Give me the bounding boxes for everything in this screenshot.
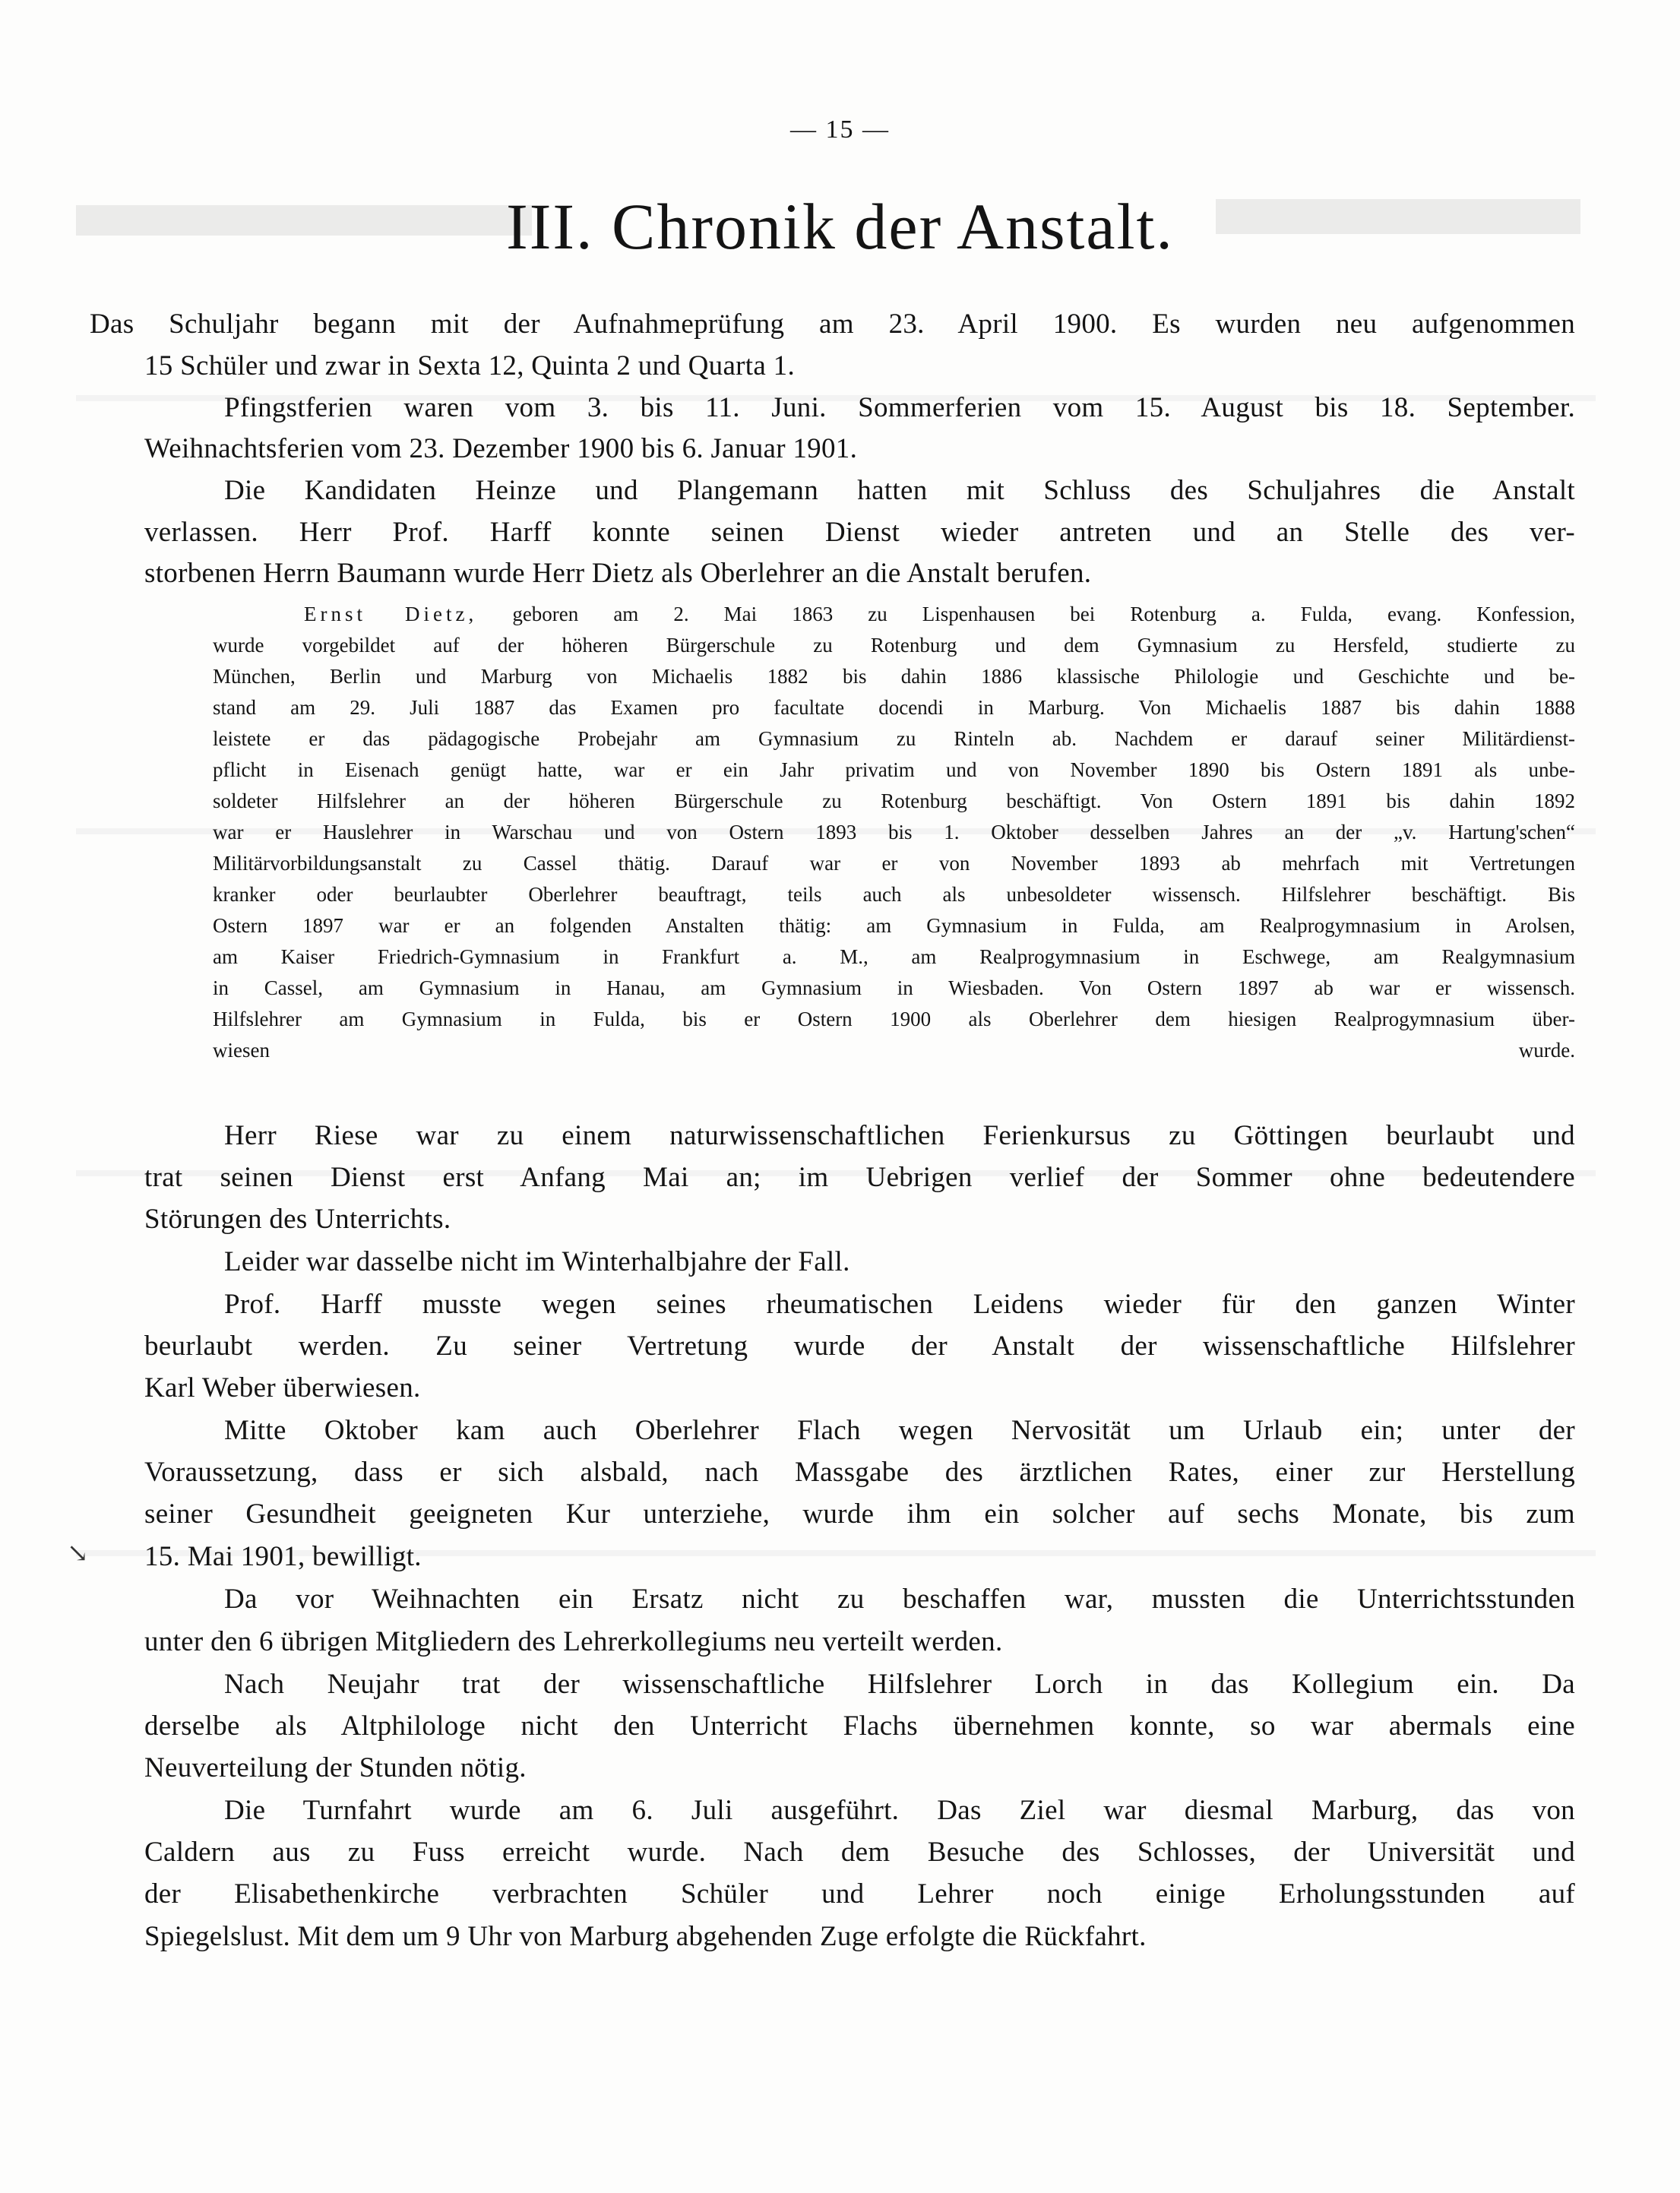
text-line: Prof. Harff musste wegen seines rheumatischen Leidens wieder für den ganzen Winter xyxy=(224,1289,1575,1320)
biography-line: wurde vorgebildet auf der höheren Bürgerschule zu Rotenburg und dem Gymnasium zu Hersfeld, studierte zu xyxy=(213,634,1575,657)
text-line: Die Turnfahrt wurde am 6. Juli ausgeführt. Das Ziel war diesmal Marburg, das von xyxy=(224,1795,1575,1826)
biography-text: geboren am 2. Mai 1863 zu Lispenhausen bei Rotenburg a. Fulda, evang. Konfession, xyxy=(477,603,1575,625)
text-line: Störungen des Unterrichts. xyxy=(144,1204,451,1235)
biography-line: München, Berlin und Marburg von Michaelis 1882 bis dahin 1886 klassische Philologie und Geschichte und be- xyxy=(213,665,1575,688)
biography-line: Militärvorbildungsanstalt zu Cassel thätig. Darauf war er von November 1893 ab mehrfach mit Vertretungen xyxy=(213,852,1575,875)
text-line: Spiegelslust. Mit dem um 9 Uhr von Marburg abgehenden Zuge erfolgte die Rückfahrt. xyxy=(144,1921,1147,1952)
text-line: Leider war dasselbe nicht im Winterhalbjahre der Fall. xyxy=(224,1246,850,1277)
page-title: III. Chronik der Anstalt. xyxy=(506,190,1174,263)
text-line: verlassen. Herr Prof. Harff konnte seinen Dienst wieder antreten und an Stelle des ver- xyxy=(144,517,1575,548)
biography-line: stand am 29. Juli 1887 das Examen pro facultate docendi in Marburg. Von Michaelis 1887 bis dahin 1888 xyxy=(213,696,1575,719)
biography-line xyxy=(304,600,1575,628)
text-line: storbenen Herrn Baumann wurde Herr Dietz als Oberlehrer an die Anstalt berufen. xyxy=(144,558,1092,589)
biography-name: Ernst Dietz, xyxy=(304,603,478,625)
biography-line xyxy=(213,1067,1575,1096)
margin-arrow-icon: ↘ xyxy=(67,1540,89,1568)
text-line: beurlaubt werden. Zu seiner Vertretung wurde der Anstalt der wissenschaftliche Hilfslehrer xyxy=(144,1331,1575,1362)
biography-line: Ostern 1897 war er an folgenden Anstalten thätig: am Gymnasium in Fulda, am Realprogymnasium in Arolsen, xyxy=(213,914,1575,937)
biography-line: am Kaiser Friedrich-Gymnasium in Frankfurt a. M., am Realprogymnasium in Eschwege, am Realgymnasium xyxy=(213,945,1575,968)
text-line: unter den 6 übrigen Mitgliedern des Lehrerkollegiums neu verteilt werden. xyxy=(144,1626,1003,1657)
text-line: der Elisabethenkirche verbrachten Schüler und Lehrer noch einige Erholungsstunden auf xyxy=(144,1878,1575,1910)
biography-line: in Cassel, am Gymnasium in Hanau, am Gymnasium in Wiesbaden. Von Ostern 1897 ab war er wissensch. xyxy=(213,976,1575,999)
text-line: Weihnachtsferien vom 23. Dezember 1900 bis 6. Januar 1901. xyxy=(144,433,858,464)
biography-line: kranker oder beurlaubter Oberlehrer beauftragt, teils auch als unbesoldeter wissensch. Hilfslehrer beschäftigt. Bis xyxy=(213,883,1575,906)
text-line: trat seinen Dienst erst Anfang Mai an; im Uebrigen verlief der Sommer ohne bedeutendere xyxy=(144,1162,1575,1193)
page-number: — 15 — xyxy=(790,116,890,144)
text-line: 15. Mai 1901, bewilligt. xyxy=(144,1541,422,1572)
text-line: Caldern aus zu Fuss erreicht wurde. Nach dem Besuche des Schlosses, der Universität und xyxy=(144,1837,1575,1868)
biography-line: pflicht in Eisenach genügt hatte, war er ein Jahr privatim und von November 1890 bis Ostern 1891 als unbe- xyxy=(213,758,1575,781)
text-line: derselbe als Altphilologe nicht den Unterricht Flachs übernehmen konnte, so war abermals eine xyxy=(144,1710,1575,1742)
text-line: Voraussetzung, dass er sich alsbald, nach Massgabe des ärztlichen Rates, einer zur Herstellung xyxy=(144,1457,1575,1488)
text-line: Karl Weber überwiesen. xyxy=(144,1372,421,1403)
text-line: Neuverteilung der Stunden nötig. xyxy=(144,1752,527,1783)
biography-line: leistete er das pädagogische Probejahr am Gymnasium zu Rinteln ab. Nachdem er darauf seiner Militärdienst- xyxy=(213,727,1575,750)
text-line: Da vor Weihnachten ein Ersatz nicht zu beschaffen war, mussten die Unterrichtsstunden xyxy=(224,1584,1575,1615)
biography-line: wiesen wurde. xyxy=(213,1039,1575,1062)
text-line: seiner Gesundheit geeigneten Kur unterziehe, wurde ihm ein solcher auf sechs Monate, bis zum xyxy=(144,1498,1575,1530)
biography-line: war er Hauslehrer in Warschau und von Ostern 1893 bis 1. Oktober desselben Jahres an der „v. Hartung'schen“ xyxy=(213,821,1575,843)
text-line: Pfingstferien waren vom 3. bis 11. Juni. Sommerferien vom 15. August bis 18. September. xyxy=(224,392,1575,423)
text-line: Mitte Oktober kam auch Oberlehrer Flach wegen Nervosität um Urlaub ein; unter der xyxy=(224,1415,1575,1446)
text-line: Herr Riese war zu einem naturwissenschaftlichen Ferienkursus zu Göttingen beurlaubt und xyxy=(224,1120,1575,1151)
biography-line: Hilfslehrer am Gymnasium in Fulda, bis er Ostern 1900 als Oberlehrer dem hiesigen Realprogymnasium über- xyxy=(213,1008,1575,1030)
text-line: Nach Neujahr trat der wissenschaftliche Hilfslehrer Lorch in das Kollegium ein. Da xyxy=(224,1669,1575,1700)
text-line: 15 Schüler und zwar in Sexta 12, Quinta 2 und Quarta 1. xyxy=(144,350,796,381)
text-line: Das Schuljahr begann mit der Aufnahmeprüfung am 23. April 1900. Es wurden neu aufgenommen xyxy=(90,309,1575,340)
text-line: Die Kandidaten Heinze und Plangemann hatten mit Schluss des Schuljahres die Anstalt xyxy=(224,475,1575,506)
biography-line: soldeter Hilfslehrer an der höheren Bürgerschule zu Rotenburg beschäftigt. Von Ostern 1891 bis dahin 1892 xyxy=(213,790,1575,812)
